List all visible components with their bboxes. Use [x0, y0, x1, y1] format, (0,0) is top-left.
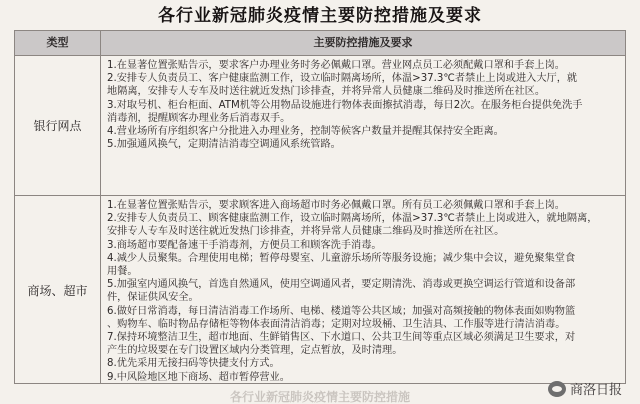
- header-measures: 主要防控措施及要求: [313, 36, 413, 49]
- measure-item: 3.对取号机、柜台柜面、ATM机等公用物品设施进行物体表面擦拭消毒，每日2次。在服务柜台提供免洗手 消毒剂，提醒顾客办理业务后消毒双手。: [107, 99, 583, 124]
- measure-item: 5.加强室内通风换气，首选自然通风，使用空调通风者，要定期清洗、消毒或更换空调运行管道和设备部 件，保证供风安全。: [107, 279, 576, 304]
- watermark-text: 商洛日报: [569, 383, 622, 398]
- header-type: 类型: [46, 36, 69, 49]
- table-header: [15, 31, 625, 56]
- measure-item: 2.安排专人负责员工、顾客健康监测工作，设立临时隔离场所，体温>37.3℃者禁止上岗或进入，就地隔离， 安排专人专车及时送往就近发热门诊排查，并将异常人员健康二维码及时推送所在社区。: [107, 213, 598, 238]
- measure-item: 1.在显著位置张贴告示，要求顾客进入商场超市时务必佩戴口罩。所有员工必须佩戴口罩和手套上岗。: [107, 200, 565, 211]
- document-title: 各行业新冠肺炎疫情主要防控措施及要求: [158, 6, 482, 26]
- table-row-bank: [15, 56, 625, 196]
- measures-table: [14, 30, 626, 384]
- measure-item: 2.安排专人负责员工、客户健康监测工作，设立临时隔离场所，体温>37.3℃者禁止上岗或进入大厅，就 地隔离，安排专人专车及时送往就近发热门诊排查，并将异常人员健康二维码及时推送所在社区。: [107, 73, 578, 98]
- measure-item: 5.加强通风换气，定期清洁消毒空调通风系统管路。: [107, 139, 341, 151]
- column-divider: [100, 31, 101, 384]
- measure-item: 3.商场超市要配备速干手消毒剂，方便员工和顾客洗手消毒。: [107, 239, 382, 251]
- measure-item: 7.保持环境整洁卫生，超市地面、生鲜销售区、下水道口、公共卫生间等重点区域必须满足卫生要求，对 产生的垃圾要在专门设置区域内分类管理，定点暂放，及时清理。: [107, 332, 576, 357]
- measure-item: 6.做好日常消毒，每日清洁消毒工作场所、电梯、楼道等公共区域；加强对高频接触的物体表面如购物篮 、购物车、临时物品存储柜等物体表面清洁消毒；定期对垃圾桶、卫生洁具、工作服等进行清洁消毒。: [107, 305, 576, 330]
- measure-item: 1.在显著位置张贴告示，要求客户办理业务时务必佩戴口罩。营业网点员工必须配戴口罩和手套上岗。: [107, 60, 565, 71]
- category-cell: 商场、超市: [27, 283, 88, 298]
- bleed-through-text: 各行业新冠肺炎疫情主要防控措施: [229, 390, 410, 404]
- category-cell: 银行网点: [33, 119, 82, 133]
- measure-item: 9.中风险地区地下商场、超市暂停营业。: [107, 371, 290, 383]
- measures-cell: [107, 59, 619, 151]
- measure-item: 4.减少人员聚集。合理使用电梯；暂停母婴室、儿童游乐场所等服务设施；减少集中会议，避免聚集堂食 用餐。: [107, 252, 576, 278]
- measures-cell: [107, 199, 619, 384]
- measure-item: 8.优先采用无接扫码等快捷支付方式。: [107, 358, 280, 370]
- measure-item: 4.营业场所有序组织客户分批进入办理业务，控制等候客户数量并提醒其保持安全距离。: [107, 126, 504, 138]
- table-row-mall: [15, 196, 625, 384]
